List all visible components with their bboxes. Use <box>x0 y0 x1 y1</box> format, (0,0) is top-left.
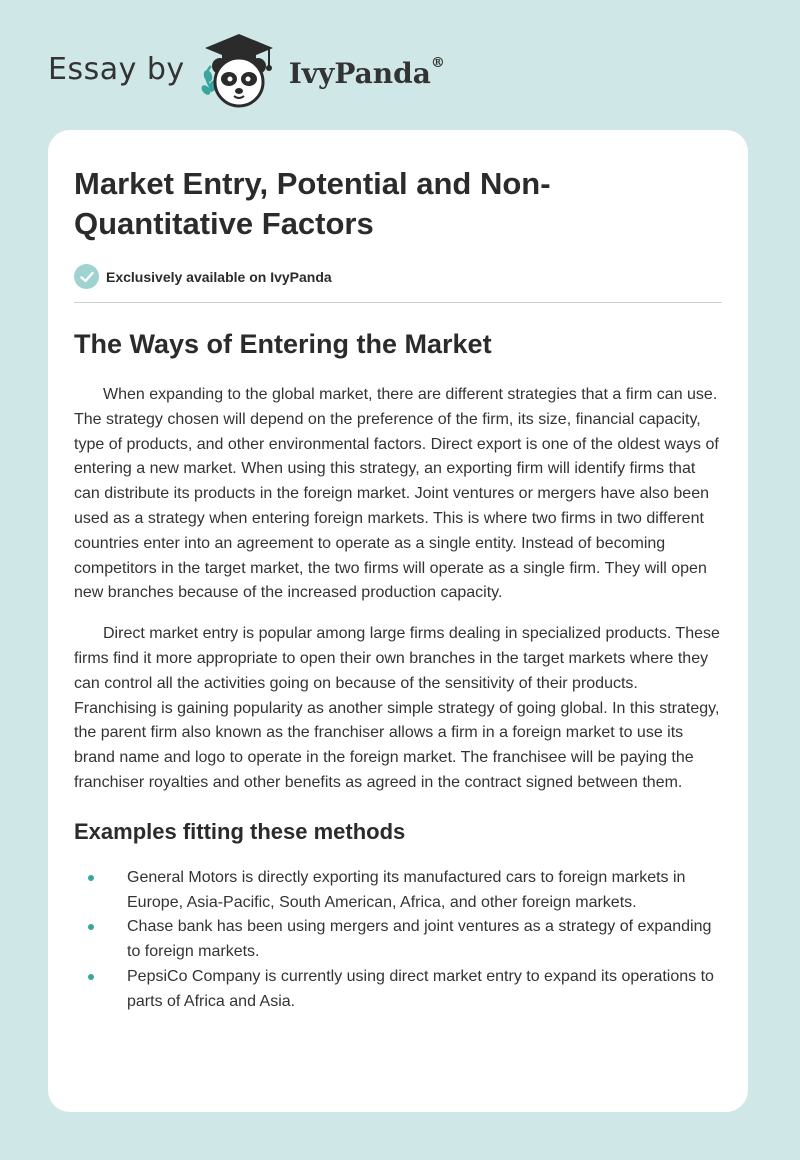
section-heading: The Ways of Entering the Market <box>74 329 492 359</box>
list-item <box>74 866 722 916</box>
list-item-text: General Motors is directly exporting its manufactured cars to foreign markets in Europe, Asia-Pacific, South American, Africa, and other foreign markets. <box>127 868 686 911</box>
exclusive-label: Exclusively available on IvyPanda <box>106 268 332 285</box>
brand-name: IvyPanda® <box>288 54 445 90</box>
check-circle-icon <box>74 264 99 289</box>
essay-card <box>48 130 748 1112</box>
bullet-dot-icon <box>88 875 94 881</box>
paragraph-1: When expanding to the global market, there are different strategies that a firm can use. The strategy chosen will depend on the preference of the firm, its size, financial capacity, type of products, and other environmental factors. Direct export is one of the oldest ways of entering a new market. When using this strategy, an exporting firm will identify firms that can distribute its products in the foreign market. Joint ventures or mergers have also been used as a strategy when entering foreign markets. This is where two firms in two different countries enter into an agreement to operate as a single entity. Instead of becoming competitors in the target market, the two firms will operate as a single firm. They will open new branches because of the increased production capacity. <box>74 386 719 602</box>
examples-heading: Examples fitting these methods <box>74 818 406 844</box>
essay-title: Market Entry, Potential and Non-Quantitative Factors <box>74 166 551 241</box>
ivypanda-logo[interactable] <box>197 32 445 115</box>
bullet-dot-icon <box>88 974 94 980</box>
examples-list <box>74 866 722 1015</box>
list-item <box>74 965 722 1015</box>
paragraph-2: Direct market entry is popular among large firms dealing in specialized products. These firms find it more appropriate to open their own branches in the target markets where they can control all the activities going on because of the sensitivity of their products. Franchising is gaining popularity as another simple strategy of going global. In this strategy, the parent firm also known as the franchiser allows a firm in a foreign market to use its brand name and logo to operate in the foreign market. The franchisee will be paying the franchiser royalties and other benefits as agreed in the contract signed between them. <box>74 625 720 791</box>
essay-by-label: Essay by <box>48 51 185 87</box>
list-item <box>74 915 722 965</box>
panda-graduate-icon <box>197 32 281 115</box>
list-item-text: PepsiCo Company is currently using direct market entry to expand its operations to parts of Africa and Asia. <box>127 967 714 1010</box>
divider <box>74 302 722 303</box>
exclusive-badge <box>74 264 722 289</box>
site-header <box>48 28 445 118</box>
list-item-text: Chase bank has been using mergers and joint ventures as a strategy of expanding to foreign markets. <box>127 918 712 961</box>
bullet-dot-icon <box>88 924 94 930</box>
